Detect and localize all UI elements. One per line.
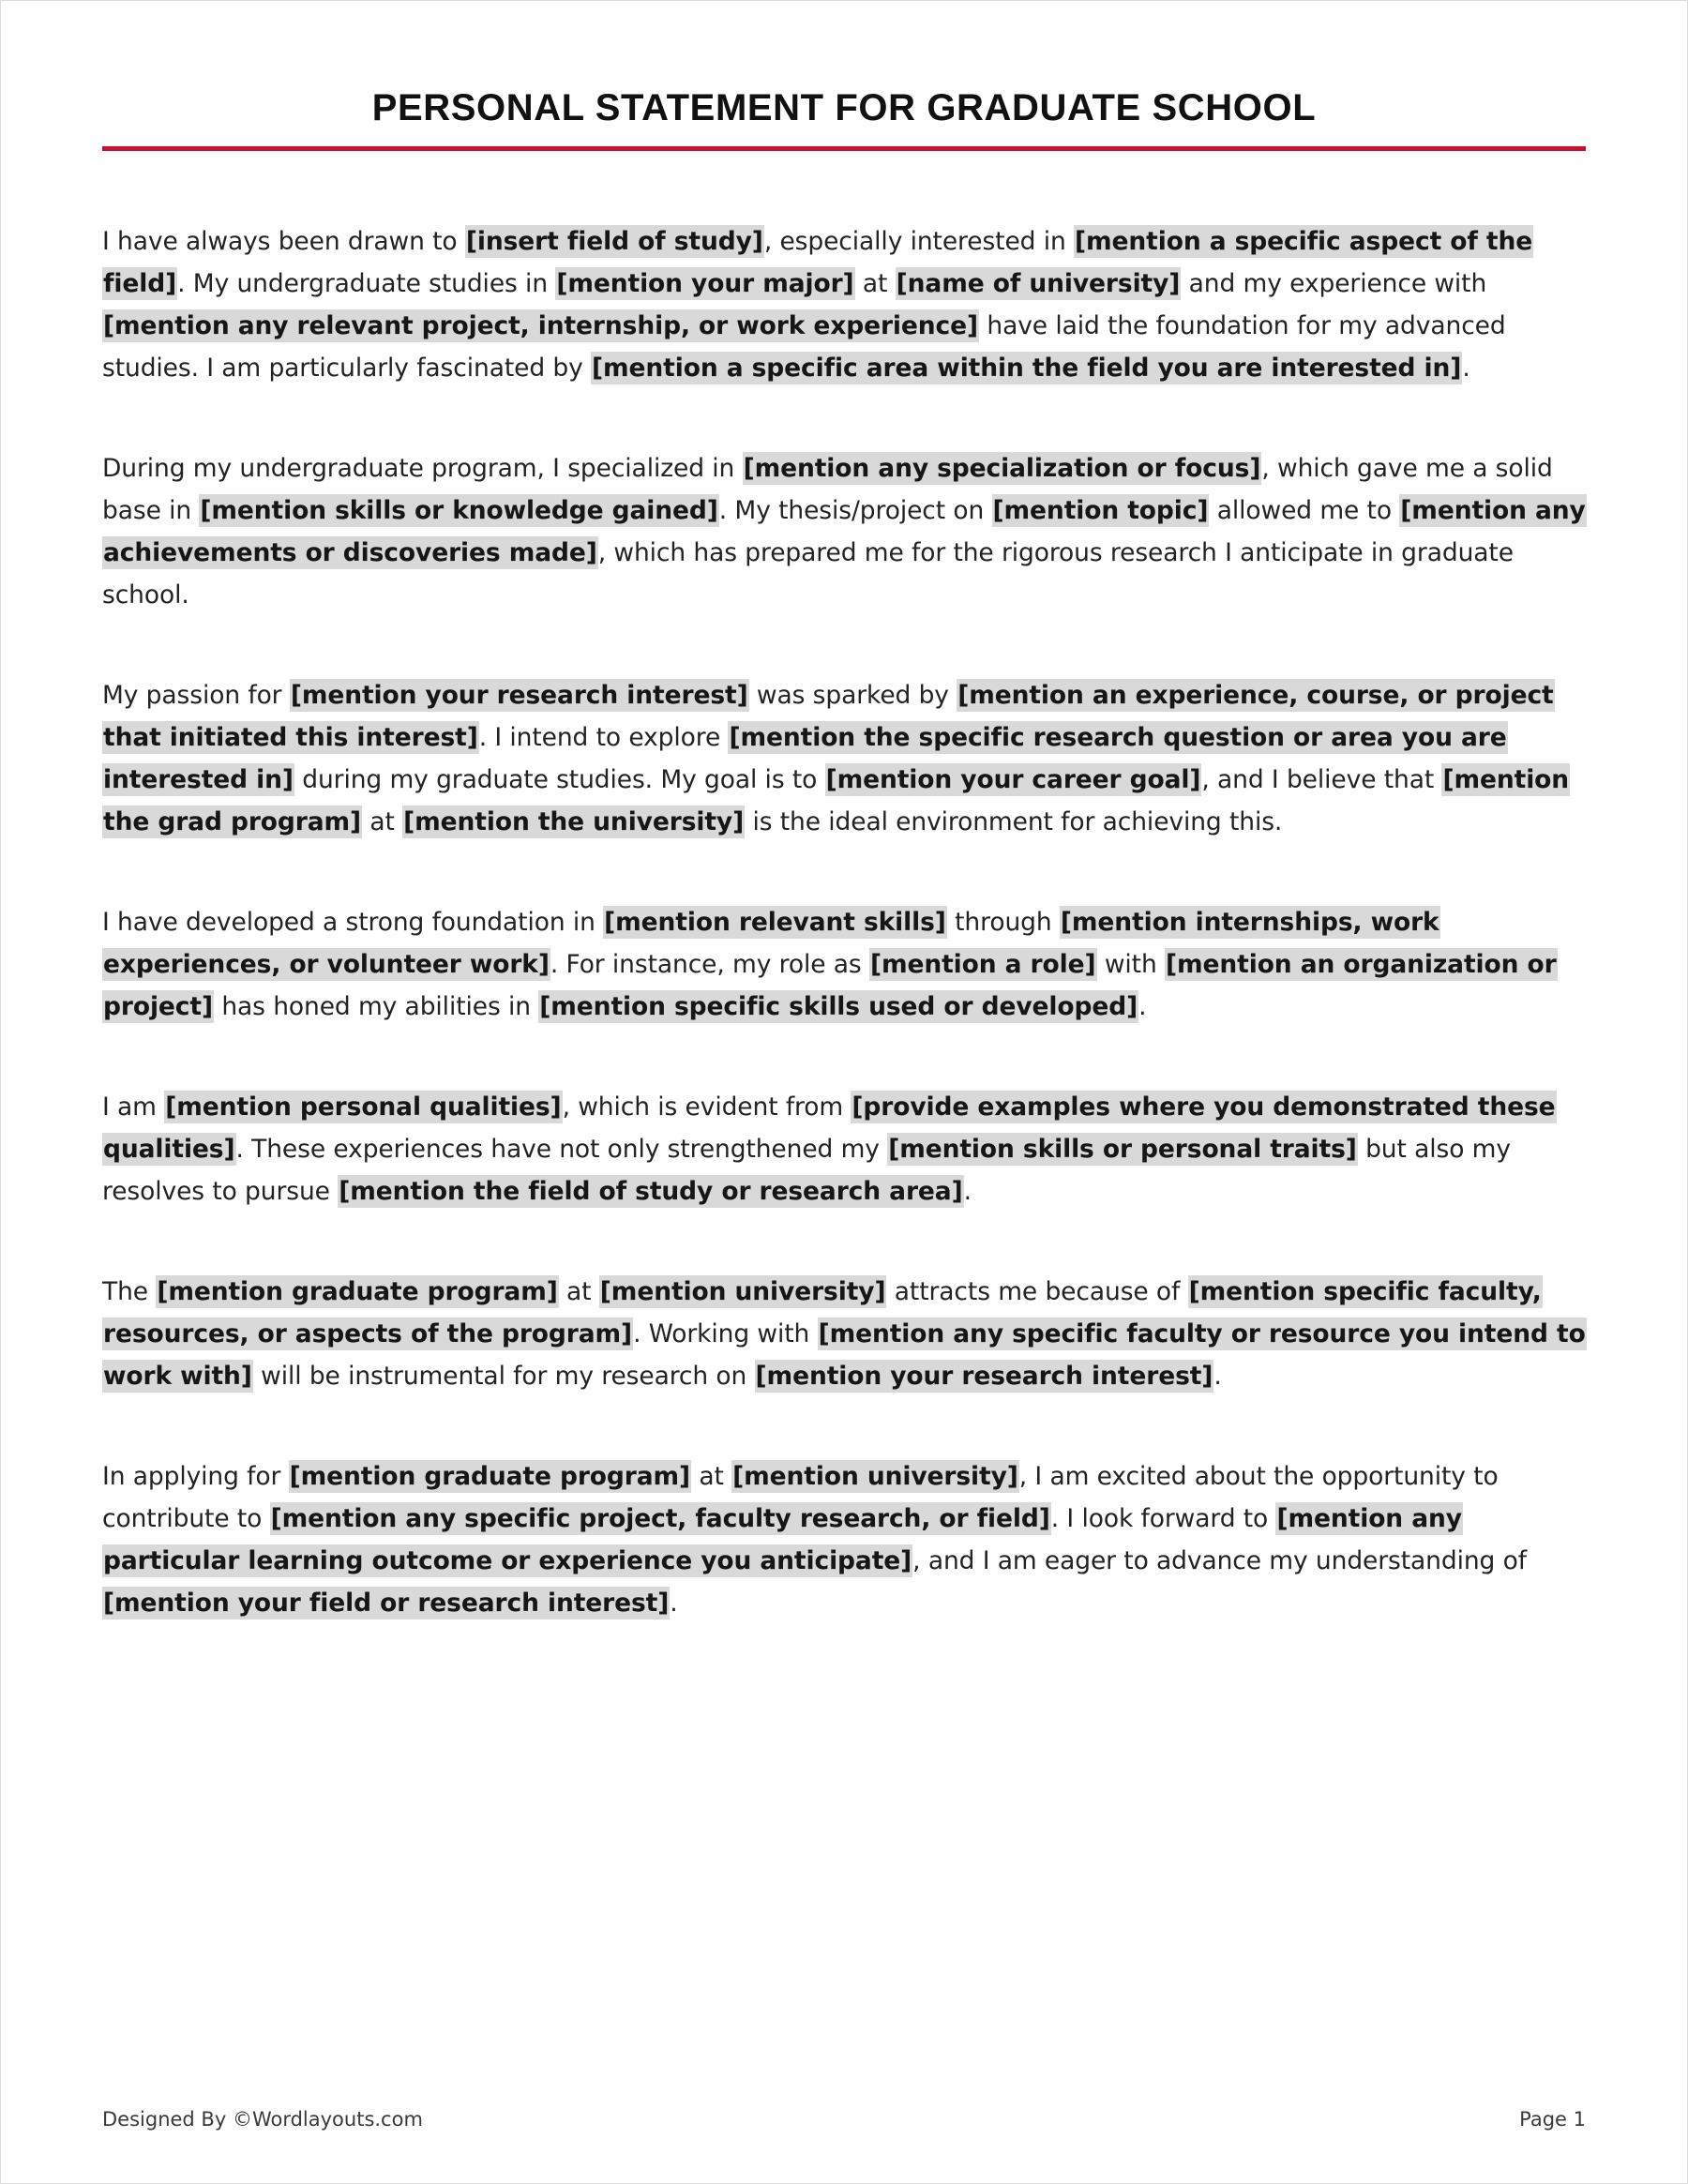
placeholder-field[interactable]: [mention graduate program] xyxy=(289,1462,691,1491)
placeholder-field[interactable]: [name of university] xyxy=(896,269,1181,298)
body-text: through xyxy=(946,908,1060,937)
body-text: . xyxy=(1138,992,1147,1021)
page-title: PERSONAL STATEMENT FOR GRADUATE SCHOOL xyxy=(371,87,1317,128)
body-text: but also my resolves to pursue xyxy=(102,1135,1511,1206)
body-text: , and I believe that xyxy=(1201,765,1442,794)
placeholder-field[interactable]: [mention an experience, course, or project that initiated this interest] xyxy=(103,681,1554,752)
body-text: at xyxy=(854,269,896,298)
body-text: During my undergraduate program, I specialized in xyxy=(102,454,743,483)
placeholder-field[interactable]: [insert field of study] xyxy=(465,227,763,256)
placeholder-field[interactable]: [mention the field of study or research area] xyxy=(339,1177,963,1206)
paragraph-6 xyxy=(102,1271,1586,1397)
placeholder-field[interactable]: [mention specific faculty, resources, or aspects of the program] xyxy=(103,1277,1542,1348)
placeholder-field[interactable]: [mention specific skills used or developed] xyxy=(539,992,1138,1021)
body-text: was sparked by xyxy=(748,681,957,710)
paragraph-2 xyxy=(102,447,1586,616)
body-text: attracts me because of xyxy=(886,1277,1188,1306)
placeholder-field[interactable]: [mention the university] xyxy=(403,807,745,836)
placeholder-field[interactable]: [mention your field or research interest] xyxy=(103,1589,670,1618)
document-footer xyxy=(1,2108,1687,2131)
footer-credit: Designed By ©Wordlayouts.com xyxy=(102,2108,423,2131)
body-text: at xyxy=(558,1277,599,1306)
body-text: and my experience with xyxy=(1181,269,1487,298)
placeholder-field[interactable]: [mention any specific project, faculty research, or field] xyxy=(270,1504,1050,1533)
paragraph-5 xyxy=(102,1086,1586,1212)
body-text: is the ideal environment for achieving this. xyxy=(745,807,1283,836)
body-text: , especially interested in xyxy=(763,227,1074,256)
placeholder-field[interactable]: [mention your research interest] xyxy=(290,681,748,710)
body-text: at xyxy=(362,807,403,836)
body-text: , which gave me a solid base in xyxy=(102,454,1553,525)
placeholder-field[interactable]: [mention personal qualities] xyxy=(165,1092,562,1122)
placeholder-field[interactable]: [mention any particular learning outcome or experience you anticipate] xyxy=(103,1504,1462,1575)
body-text: , which is evident from xyxy=(562,1092,852,1122)
body-text: , I am excited about the opportunity to contribute to xyxy=(102,1462,1499,1533)
body-text: has honed my abilities in xyxy=(214,992,539,1021)
body-text: . I look forward to xyxy=(1050,1504,1276,1533)
placeholder-field[interactable]: [mention any specialization or focus] xyxy=(743,454,1261,483)
body-text: . xyxy=(1213,1362,1222,1391)
placeholder-field[interactable]: [mention your research interest] xyxy=(755,1362,1213,1391)
placeholder-field[interactable]: [provide examples where you demonstrated these qualities] xyxy=(103,1092,1556,1164)
body-text: . My thesis/project on xyxy=(718,496,992,525)
body-text: , which has prepared me for the rigorous research I anticipate in graduate school. xyxy=(102,538,1514,610)
placeholder-field[interactable]: [mention the specific research question or area you are interested in] xyxy=(103,723,1507,794)
placeholder-field[interactable]: [mention a specific area within the field you are interested in] xyxy=(592,354,1462,383)
body-text: I have developed a strong foundation in xyxy=(102,908,604,937)
placeholder-field[interactable]: [mention skills or knowledge gained] xyxy=(200,496,718,525)
placeholder-field[interactable]: [mention university] xyxy=(599,1277,886,1306)
body-text: In applying for xyxy=(102,1462,289,1491)
placeholder-field[interactable]: [mention relevant skills] xyxy=(604,908,946,937)
body-text: I have always been drawn to xyxy=(102,227,465,256)
body-text: allowed me to xyxy=(1209,496,1400,525)
placeholder-field[interactable]: [mention any achievements or discoveries made] xyxy=(103,496,1586,567)
placeholder-field[interactable]: [mention your career goal] xyxy=(825,765,1201,794)
placeholder-field[interactable]: [mention a specific aspect of the field] xyxy=(103,227,1533,298)
body-text: , and I am eager to advance my understanding of xyxy=(912,1546,1527,1575)
paragraph-1 xyxy=(102,220,1586,389)
placeholder-field[interactable]: [mention the grad program] xyxy=(103,765,1570,836)
body-text: . xyxy=(1462,354,1470,383)
document-body xyxy=(1,151,1687,1624)
body-text: . xyxy=(670,1589,678,1618)
body-text: . These experiences have not only strengthened my xyxy=(235,1135,888,1164)
body-text: . Working with xyxy=(633,1319,818,1348)
body-text: with xyxy=(1096,950,1165,979)
placeholder-field[interactable]: [mention any relevant project, internship, or work experience] xyxy=(103,311,979,340)
body-text: . xyxy=(963,1177,972,1206)
body-text: at xyxy=(691,1462,732,1491)
placeholder-field[interactable]: [mention graduate program] xyxy=(157,1277,558,1306)
placeholder-field[interactable]: [mention topic] xyxy=(992,496,1209,525)
footer-page-number: Page 1 xyxy=(1519,2108,1586,2131)
body-text: . For instance, my role as xyxy=(550,950,869,979)
body-text: during my graduate studies. My goal is to xyxy=(294,765,825,794)
placeholder-field[interactable]: [mention an organization or project] xyxy=(103,950,1557,1021)
placeholder-field[interactable]: [mention any specific faculty or resource you intend to work with] xyxy=(103,1319,1586,1391)
paragraph-7 xyxy=(102,1455,1586,1624)
body-text: . My undergraduate studies in xyxy=(177,269,556,298)
body-text: have laid the foundation for my advanced studies. I am particularly fascinated by xyxy=(102,311,1506,383)
body-text: I am xyxy=(102,1092,165,1122)
document-header xyxy=(1,1,1687,151)
body-text: . I intend to explore xyxy=(478,723,729,752)
paragraph-3 xyxy=(102,674,1586,843)
placeholder-field[interactable]: [mention a role] xyxy=(869,950,1096,979)
body-text: My passion for xyxy=(102,681,290,710)
placeholder-field[interactable]: [mention your major] xyxy=(556,269,854,298)
placeholder-field[interactable]: [mention skills or personal traits] xyxy=(888,1135,1357,1164)
body-text: will be instrumental for my research on xyxy=(252,1362,755,1391)
placeholder-field[interactable]: [mention university] xyxy=(732,1462,1018,1491)
placeholder-field[interactable]: [mention internships, work experiences, or volunteer work] xyxy=(103,908,1439,979)
body-text: The xyxy=(102,1277,157,1306)
paragraph-4 xyxy=(102,901,1586,1028)
